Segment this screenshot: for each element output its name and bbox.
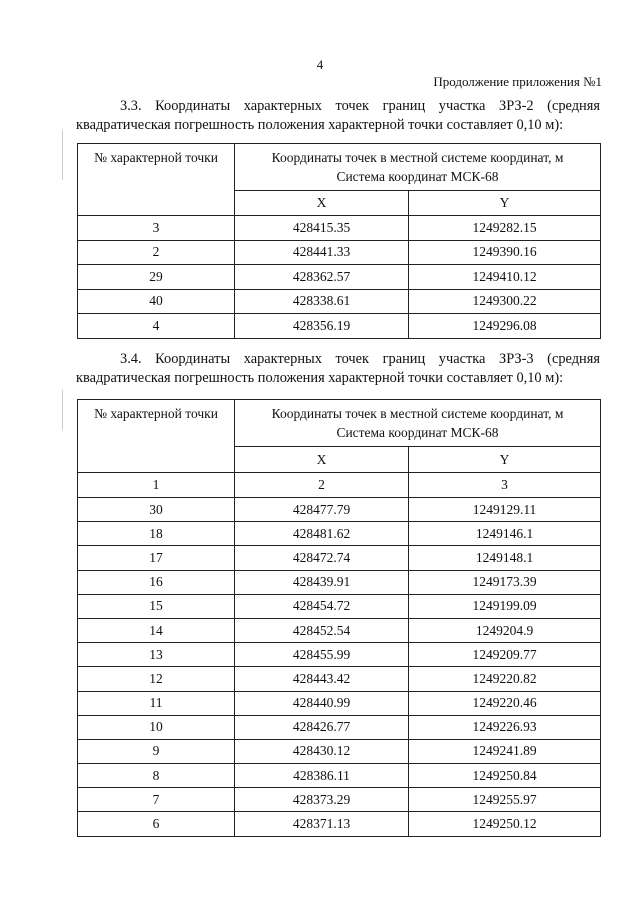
cell-point: 29 [78, 265, 235, 290]
cell-x: 428356.19 [235, 314, 409, 339]
cell-x: 428415.35 [235, 216, 409, 241]
table-row [78, 715, 601, 739]
cell-point: 18 [78, 522, 235, 546]
coordinates-table [77, 143, 601, 339]
cell-x: 428455.99 [235, 643, 409, 667]
cell-x: 428362.57 [235, 265, 409, 290]
table-row [78, 691, 601, 715]
cell-y: 1249250.12 [409, 812, 601, 836]
heading-line: 3.3. Координаты характерных точек границ участка ЗРЗ-2 (средняя [120, 98, 600, 114]
cell-y: 1249226.93 [409, 715, 601, 739]
numbering-cell: 2 [235, 473, 409, 498]
table-row [78, 667, 601, 691]
cell-point: 3 [78, 216, 235, 241]
cell-y: 1249146.1 [409, 522, 601, 546]
header-point-number: № характерной точки [78, 144, 235, 216]
cell-x: 428454.72 [235, 594, 409, 618]
cell-point: 4 [78, 314, 235, 339]
cell-point: 17 [78, 546, 235, 570]
header-coordinates [235, 144, 601, 191]
table-row [78, 498, 601, 522]
section-heading [76, 350, 600, 388]
cell-x: 428443.42 [235, 667, 409, 691]
heading-line: квадратическая погрешность положения характерной точки составляет 0,10 м): [76, 117, 564, 133]
heading-line: 3.4. Координаты характерных точек границ участка ЗРЗ-3 (средняя [120, 351, 600, 367]
cell-point: 16 [78, 570, 235, 594]
table-row [78, 764, 601, 788]
table-row [78, 265, 601, 290]
table-row [78, 643, 601, 667]
cell-point: 6 [78, 812, 235, 836]
cell-y: 1249148.1 [409, 546, 601, 570]
table-row [78, 739, 601, 763]
table-row [78, 594, 601, 618]
cell-y: 1249173.39 [409, 570, 601, 594]
header-x: X [235, 191, 409, 216]
cell-y: 1249204.9 [409, 618, 601, 642]
cell-point: 2 [78, 240, 235, 265]
cell-point: 10 [78, 715, 235, 739]
table-row [78, 314, 601, 339]
table-row [78, 570, 601, 594]
page-number: 4 [316, 57, 324, 72]
appendix-note: Продолжение приложения №1 [433, 74, 602, 89]
header-coordinates [235, 400, 601, 447]
cell-y: 1249410.12 [409, 265, 601, 290]
cell-x: 428477.79 [235, 498, 409, 522]
table-row [78, 240, 601, 265]
cell-point: 8 [78, 764, 235, 788]
cell-x: 428426.77 [235, 715, 409, 739]
cell-x: 428472.74 [235, 546, 409, 570]
header-coordinates-line: Координаты точек в местной системе координат, м [271, 406, 564, 421]
cell-point: 12 [78, 667, 235, 691]
cell-y: 1249129.11 [409, 498, 601, 522]
cell-x: 428440.99 [235, 691, 409, 715]
scan-margin-line [62, 130, 63, 180]
column-numbering-row [78, 473, 601, 498]
cell-x: 428439.91 [235, 570, 409, 594]
header-coordinates-line: Система координат МСК-68 [336, 425, 499, 440]
cell-point: 14 [78, 618, 235, 642]
cell-x: 428386.11 [235, 764, 409, 788]
scan-margin-line [62, 390, 63, 430]
section-heading [76, 97, 600, 135]
table-row [78, 788, 601, 812]
cell-y: 1249282.15 [409, 216, 601, 241]
table-row [78, 812, 601, 836]
cell-y: 1249300.22 [409, 289, 601, 314]
cell-x: 428430.12 [235, 739, 409, 763]
cell-point: 13 [78, 643, 235, 667]
header-coordinates-line: Система координат МСК-68 [336, 169, 499, 184]
cell-y: 1249199.09 [409, 594, 601, 618]
cell-x: 428481.62 [235, 522, 409, 546]
table-row [78, 618, 601, 642]
numbering-cell: 3 [409, 473, 601, 498]
header-coordinates-line: Координаты точек в местной системе координат, м [271, 150, 564, 165]
header-point-number: № характерной точки [78, 400, 235, 473]
cell-x: 428371.13 [235, 812, 409, 836]
table-row [78, 216, 601, 241]
cell-y: 1249390.16 [409, 240, 601, 265]
cell-point: 7 [78, 788, 235, 812]
table-row [78, 522, 601, 546]
numbering-cell: 1 [78, 473, 235, 498]
cell-point: 9 [78, 739, 235, 763]
heading-line: квадратическая погрешность положения характерной точки составляет 0,10 м): [76, 370, 564, 386]
cell-x: 428373.29 [235, 788, 409, 812]
cell-x: 428338.61 [235, 289, 409, 314]
header-y: Y [409, 191, 601, 216]
cell-x: 428452.54 [235, 618, 409, 642]
cell-y: 1249220.46 [409, 691, 601, 715]
table-row [78, 546, 601, 570]
cell-x: 428441.33 [235, 240, 409, 265]
header-x: X [235, 447, 409, 473]
header-y: Y [409, 447, 601, 473]
cell-point: 30 [78, 498, 235, 522]
cell-y: 1249220.82 [409, 667, 601, 691]
cell-y: 1249250.84 [409, 764, 601, 788]
cell-point: 40 [78, 289, 235, 314]
cell-y: 1249296.08 [409, 314, 601, 339]
cell-point: 15 [78, 594, 235, 618]
cell-y: 1249255.97 [409, 788, 601, 812]
cell-y: 1249241.89 [409, 739, 601, 763]
cell-y: 1249209.77 [409, 643, 601, 667]
cell-point: 11 [78, 691, 235, 715]
table-row [78, 289, 601, 314]
coordinates-table [77, 399, 601, 837]
